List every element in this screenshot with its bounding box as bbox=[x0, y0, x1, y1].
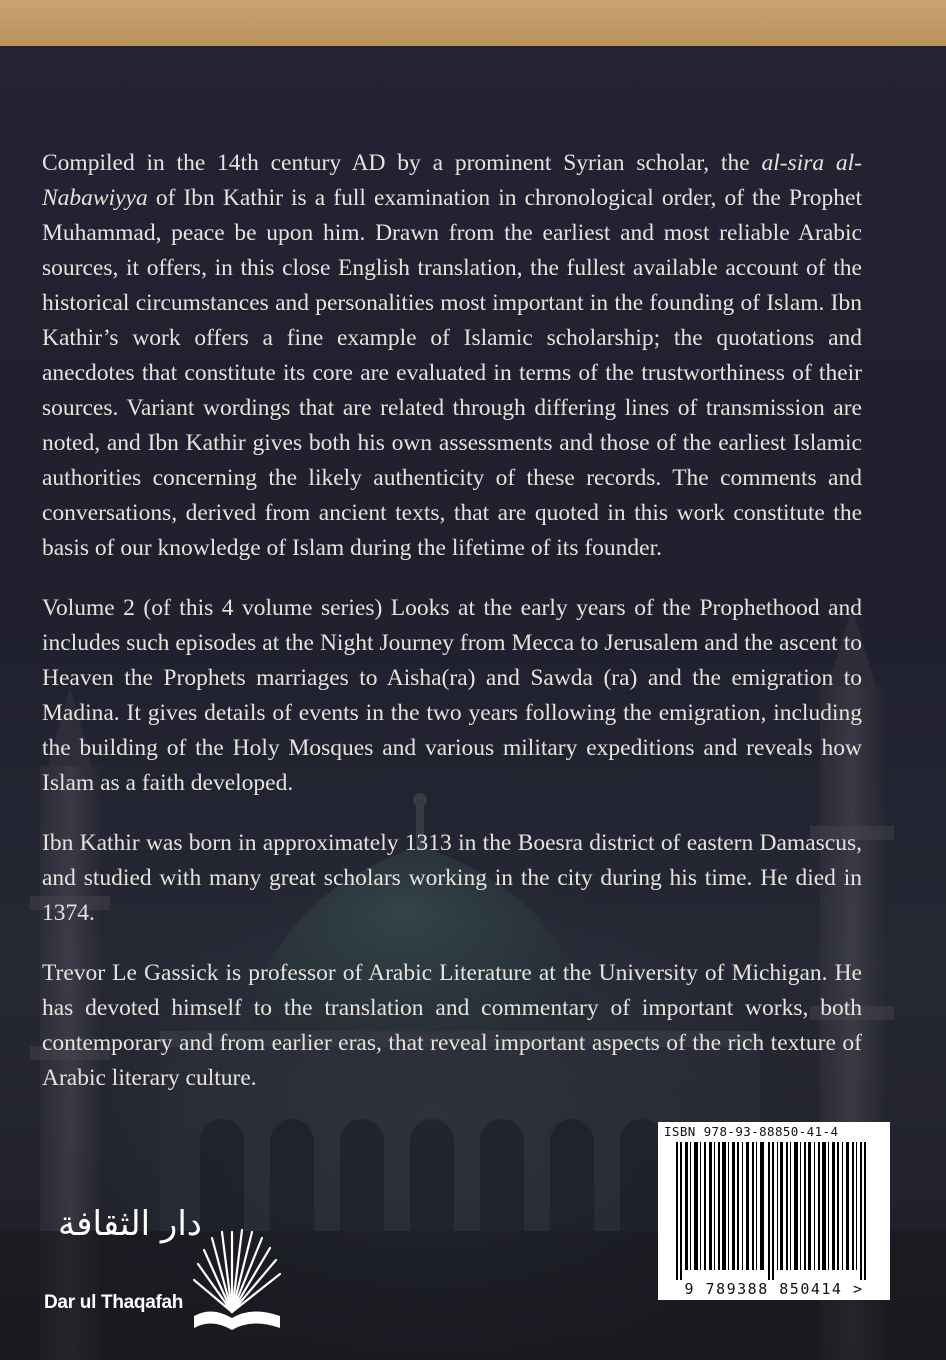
blurb-paragraph-translator: Trevor Le Gassick is professor of Arabic Literature at the University of Michigan. He has devoted himself to the translation and commentary of important works, both contemporary and from earlier eras, that reveal important aspects of the rich texture of Arabic literary culture. bbox=[42, 960, 862, 1091]
isbn-number: ISBN 978-93-88850-41-4 bbox=[664, 1124, 839, 1139]
blurb-paragraph-summary bbox=[42, 146, 862, 566]
publisher-arabic-name: دار الثقافة bbox=[58, 1204, 202, 1244]
publisher-logo bbox=[44, 1192, 284, 1342]
book-title-italic: al-sira al-Nabawiyya bbox=[42, 150, 863, 211]
open-book-icon bbox=[192, 1192, 284, 1342]
blurb-text bbox=[42, 146, 862, 1121]
back-cover bbox=[0, 46, 946, 1360]
barcode-bars bbox=[670, 1142, 878, 1280]
isbn-barcode bbox=[658, 1122, 890, 1300]
top-color-band bbox=[0, 0, 946, 46]
summary-text-start: Compiled in the 14th century AD by a prominent Syrian scholar, the bbox=[42, 150, 762, 176]
publisher-name: Dar ul Thaqafah bbox=[44, 1292, 184, 1313]
blurb-paragraph-author: Ibn Kathir was born in approximately 1313 in the Boesra district of eastern Damascus, and studied with many great scholars working in the city during his time. He died in 1374. bbox=[42, 830, 862, 926]
blurb-paragraph-volume: Volume 2 (of this 4 volume series) Looks at the early years of the Prophethood and includes such episodes at the Night Journey from Mecca to Jerusalem and the ascent to Heaven the Prophets marriages to Aisha(ra) and Sawda (ra) and the emigration to Madina. It gives details of events in the two years following the emigration, including the building of the Holy Mosques and various military expeditions and reveals how Islam as a faith developed. bbox=[42, 595, 862, 796]
ean-digits: 9 789388 850414 > bbox=[684, 1280, 864, 1298]
summary-text-end: of Ibn Kathir is a full examination in chronological order, of the Prophet Muhammad, peace be upon him. Drawn from the earliest and most reliable Arabic sources, it offers, in this close English translation, the fullest available account of the historical circumstances and personalities most important in the founding of Islam. Ibn Kathir’s work offers a fine example of Islamic scholarship; the quotations and anecdotes that constitute its core are evaluated in terms of the trustworthiness of their sources. Variant wordings that are related through differing lines of transmission are noted, and Ibn Kathir gives both his own assessments and those of the earliest Islamic authorities concerning the likely authenticity of these records. The comments and conversations, derived from ancient texts, that are quoted in this work constitute the basis of our knowledge of Islam during the lifetime of its founder. bbox=[42, 185, 862, 561]
